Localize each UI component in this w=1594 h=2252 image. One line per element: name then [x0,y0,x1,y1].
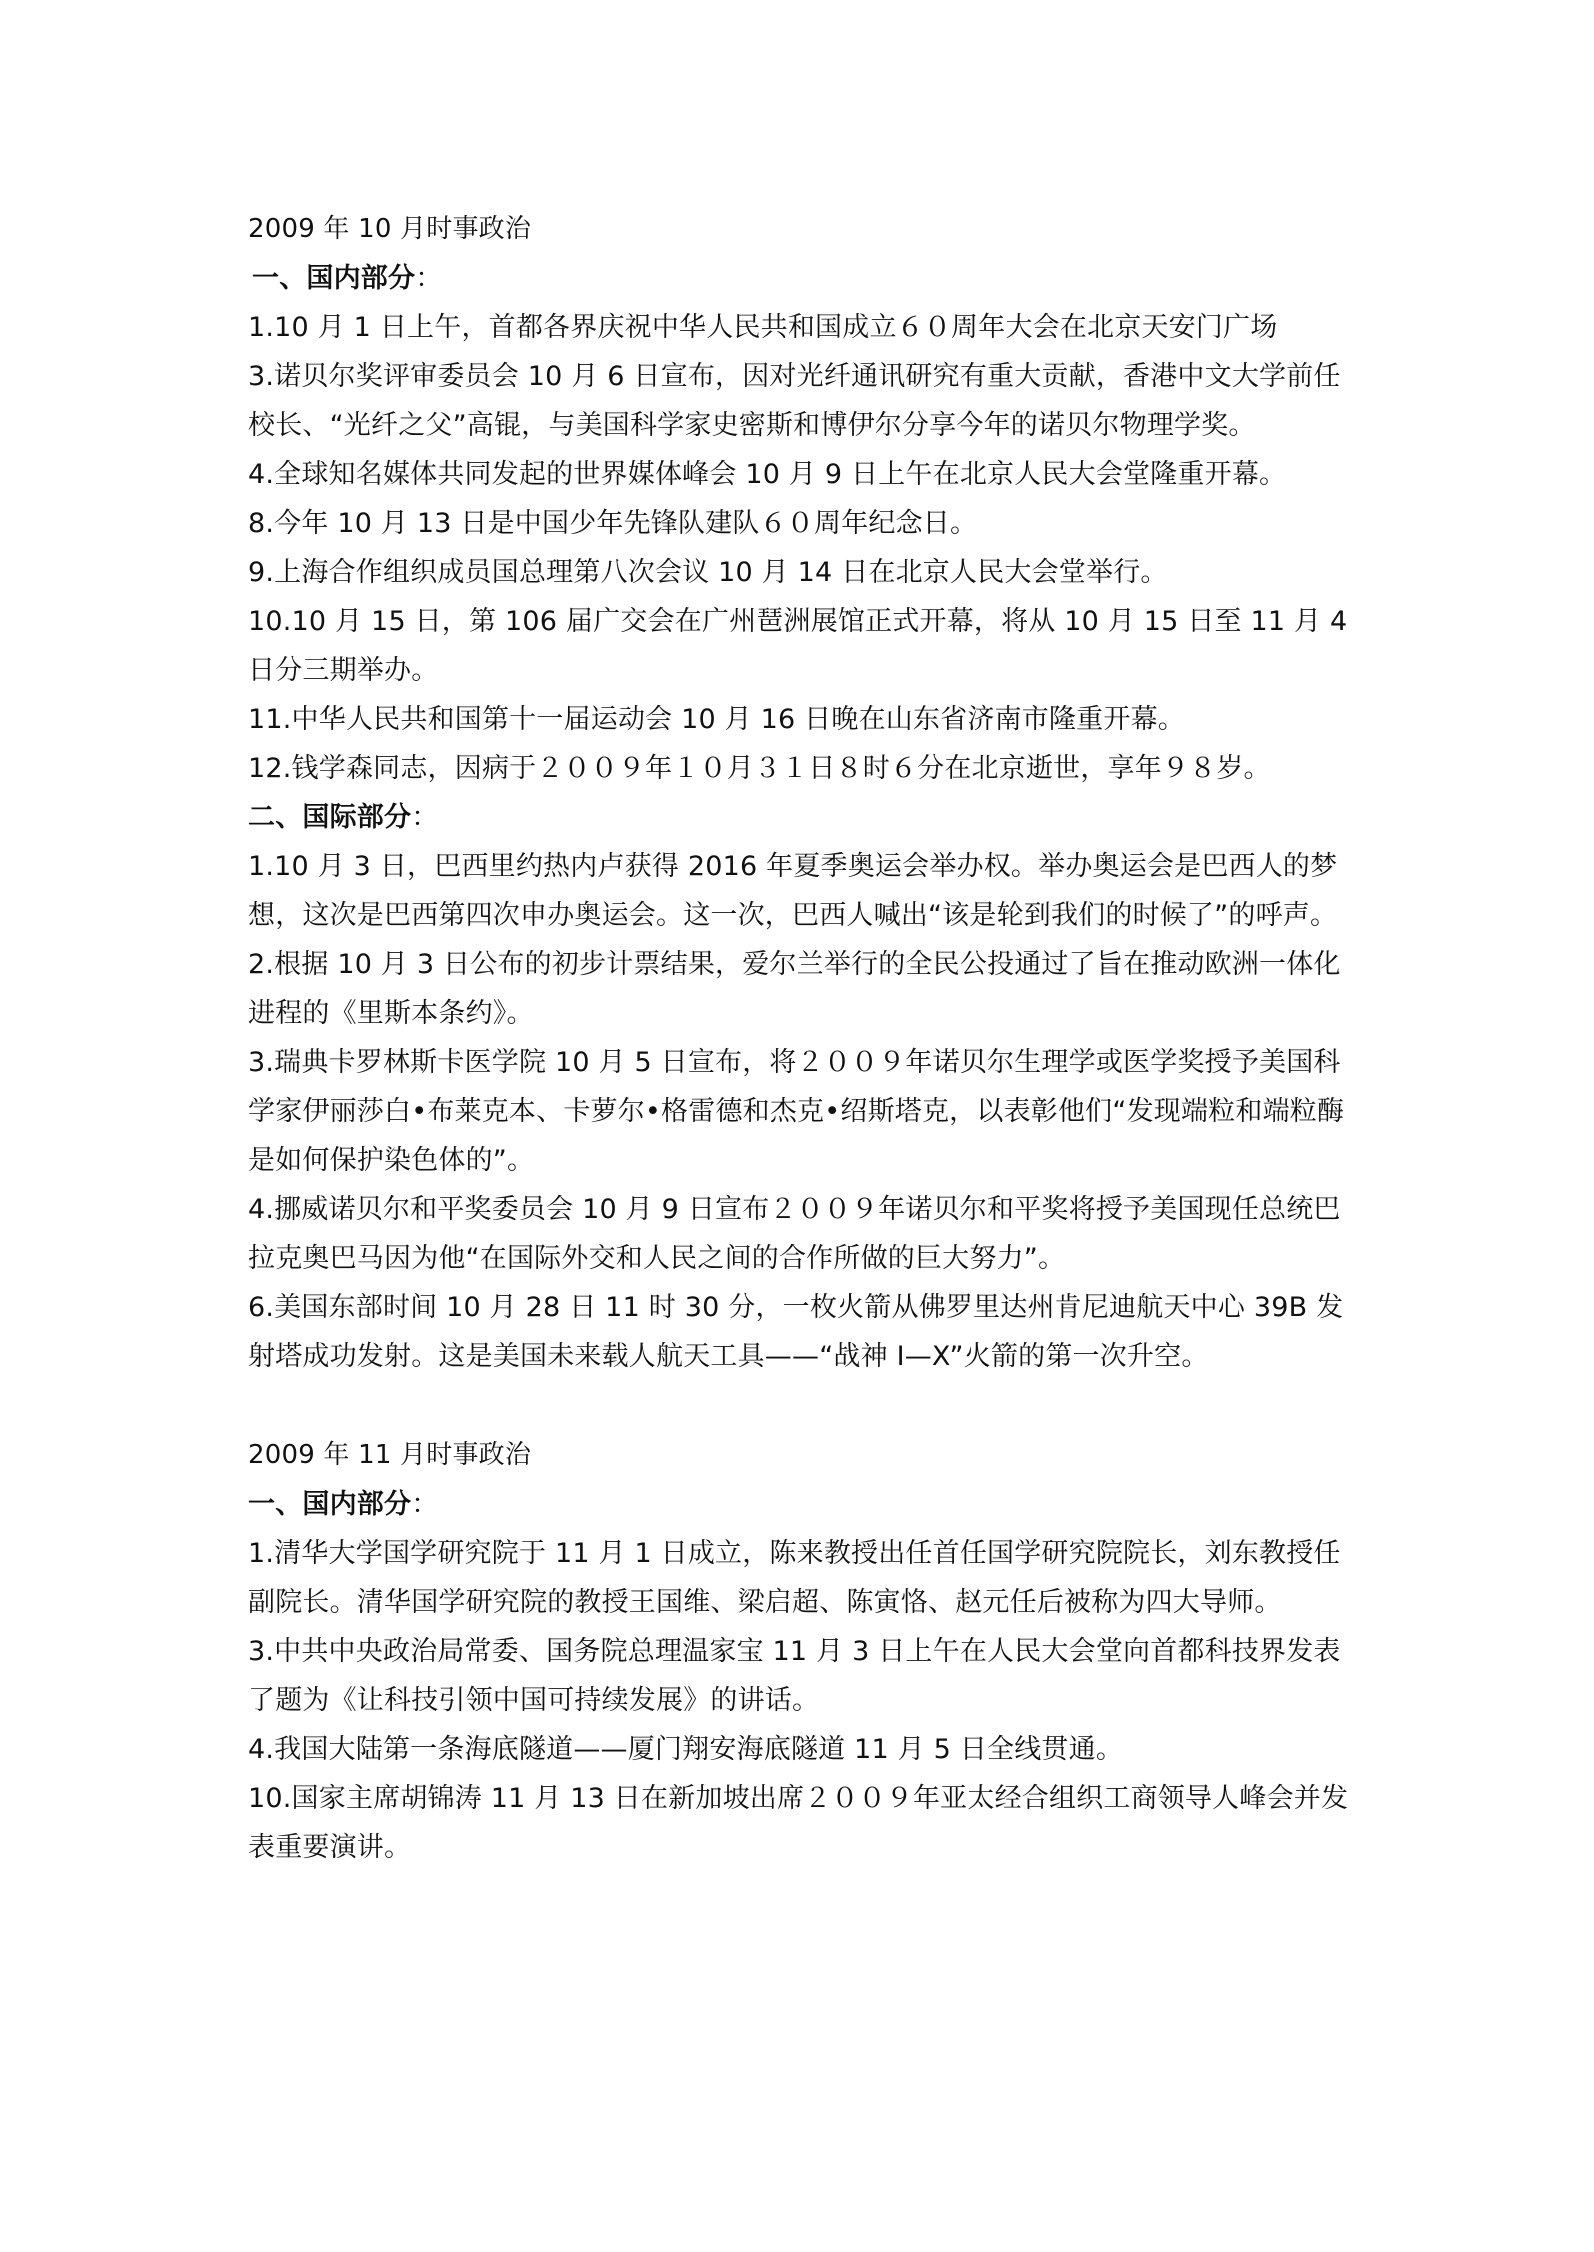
list-item: 10.10 月 15 日，第 106 届广交会在广州琶洲展馆正式开幕，将从 10 月 15 日至 11 月 4 日分三期举办。 [248,606,1348,686]
heading-colon: ： [415,263,443,294]
heading-colon: ： [411,1489,439,1520]
list-item: 2.根据 10 月 3 日公布的初步计票结果，爱尔兰举行的全民公投通过了旨在推动欧洲一体化进程的《里斯本条约》。 [248,949,1341,1029]
list-item: 4.全球知名媒体共同发起的世界媒体峰会 10 月 9 日上午在北京人民大会堂隆重开幕。 [248,459,1287,490]
section-october [248,205,1358,1381]
document-page [248,205,1358,1872]
list-item: 4.我国大陆第一条海底隧道——厦门翔安海底隧道 11 月 5 日全线贯通。 [248,1734,1124,1765]
list-item: 12.钱学森同志，因病于２００９年１０月３１日８时６分在北京逝世，享年９８岁。 [248,753,1271,784]
list-item: 3.瑞典卡罗林斯卡医学院 10 月 5 日宣布，将２００９年诺贝尔生理学或医学奖授予美国科学家伊丽莎白•布莱克本、卡萝尔•格雷德和杰克•绍斯塔克，以表彰他们“发现端粒和端粒酶是如何保护染色体的”。 [248,1047,1345,1176]
international-heading-text: 二、国际部分 [248,802,412,833]
heading-colon: ： [411,802,439,833]
list-item: 6.美国东部时间 10 月 28 日 11 时 30 分，一枚火箭从佛罗里达州肯尼迪航天中心 39B 发射塔成功发射。这是美国未来载人航天工具——“战神 I—X”火箭的第一次升空。 [248,1292,1344,1372]
list-item: 10.国家主席胡锦涛 11 月 13 日在新加坡出席２００９年亚太经合组织工商领导人峰会并发表重要演讲。 [248,1783,1349,1863]
list-item: 11.中华人民共和国第十一届运动会 10 月 16 日晚在山东省济南市隆重开幕。 [248,704,1185,735]
list-item: 8.今年 10 月 13 日是中国少年先锋队建队６０周年纪念日。 [248,508,978,539]
domestic-heading [248,1480,1358,1529]
list-item: 4.挪威诺贝尔和平奖委员会 10 月 9 日宣布２００９年诺贝尔和平奖将授予美国现任总统巴拉克奥巴马因为他“在国际外交和人民之间的合作所做的巨大努力”。 [248,1194,1341,1274]
domestic-heading-text: 一、国内部分 [252,263,416,294]
list-item: 9.上海合作组织成员国总理第八次会议 10 月 14 日在北京人民大会堂举行。 [248,557,1168,588]
section-november [248,1431,1358,1872]
section-title: 2009 年 11 月时事政治 [248,1440,532,1470]
list-item: 3.诺贝尔奖评审委员会 10 月 6 日宣布，因对光纤通讯研究有重大贡献，香港中文大学前任校长、“光纤之父”高锟，与美国科学家史密斯和博伊尔分享今年的诺贝尔物理学奖。 [248,361,1341,441]
list-item: 3.中共中央政治局常委、国务院总理温家宝 11 月 3 日上午在人民大会堂向首都科技界发表了题为《让科技引领中国可持续发展》的讲话。 [248,1636,1341,1716]
section-title: 2009 年 10 月时事政治 [248,214,532,244]
list-item: 1.清华大学国学研究院于 11 月 1 日成立，陈来教授出任首任国学研究院院长，刘东教授任副院长。清华国学研究院的教授王国维、梁启超、陈寅恪、赵元任后被称为四大导师。 [248,1538,1341,1618]
domestic-heading-text: 一、国内部分 [248,1489,412,1520]
domestic-heading [248,254,1358,303]
international-heading [248,793,1358,842]
list-item: 1.10 月 1 日上午，首都各界庆祝中华人民共和国成立６０周年大会在北京天安门广场 [248,312,1278,343]
list-item: 1.10 月 3 日，巴西里约热内卢获得 2016 年夏季奥运会举办权。举办奥运会是巴西人的梦想，这次是巴西第四次申办奥运会。这一次，巴西人喊出“该是轮到我们的时候了”的呼声。 [248,851,1338,931]
